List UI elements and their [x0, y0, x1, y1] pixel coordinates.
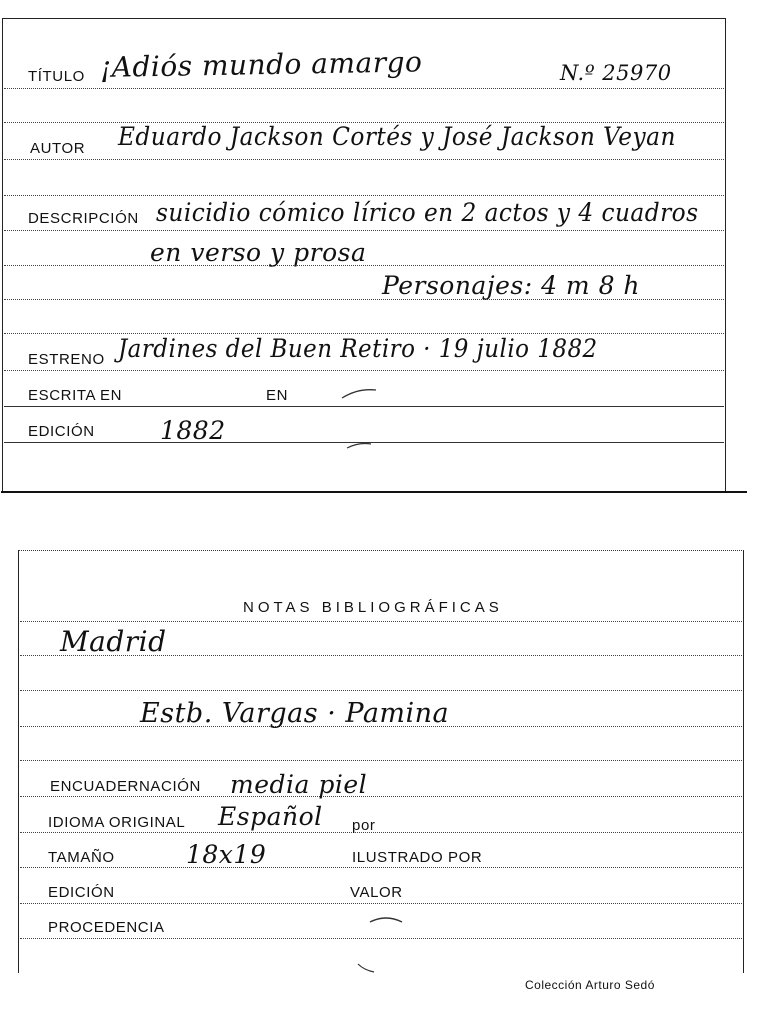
estreno-value: Jardines del Buen Retiro · 19 julio 1882: [118, 334, 598, 363]
estreno-label: ESTRENO: [28, 351, 105, 368]
rule-line: [20, 690, 742, 691]
titulo-label: TÍTULO: [28, 68, 85, 85]
rule-line: [4, 370, 724, 371]
idioma-original-value: Español: [218, 802, 323, 831]
note-line1: Madrid: [60, 625, 167, 658]
en-label: EN: [266, 387, 289, 404]
descripcion-value-line1: suicidio cómico lírico en 2 actos y 4 cuadros: [156, 198, 699, 227]
descripcion-value-line2: en verso y prosa: [150, 238, 367, 267]
descripcion-label: DESCRIPCIÓN: [28, 210, 139, 227]
valor-label: VALOR: [350, 884, 403, 901]
rule-line: [4, 88, 724, 89]
autor-label: AUTOR: [30, 140, 86, 157]
rule-line: [20, 621, 742, 622]
edicion-label: EDICIÓN: [28, 423, 95, 440]
edicion-label-2: EDICIÓN: [48, 884, 115, 901]
autor-value: Eduardo Jackson Cortés y José Jackson Veyan: [118, 122, 676, 151]
notas-heading: NOTAS BIBLIOGRÁFICAS: [243, 599, 503, 616]
rule-line: [4, 159, 724, 160]
rule-line: [4, 230, 724, 231]
titulo-value: ¡Adiós mundo amargo: [99, 45, 423, 84]
edicion-value: 1882: [160, 416, 226, 445]
tamano-value: 18x19: [186, 840, 267, 869]
tamano-label: TAMAÑO: [48, 849, 115, 866]
encuadernacion-label: ENCUADERNACIÓN: [50, 778, 201, 795]
note-line2: Estb. Vargas · Pamina: [140, 698, 450, 729]
escrita-en-label: ESCRITA EN: [28, 387, 123, 404]
rule-line: [20, 832, 742, 833]
rule-line: [4, 195, 724, 196]
rule-line: [4, 406, 724, 407]
pencil-mark: [356, 912, 408, 974]
pencil-mark: [345, 438, 375, 454]
rule-line: [20, 760, 742, 761]
catalog-number: N.º 25970: [560, 61, 672, 85]
ilustrado-por-label: ILUSTRADO POR: [352, 849, 483, 866]
card-bottom-edge: [1, 491, 747, 493]
rule-line: [20, 796, 742, 797]
encuadernacion-value: media piel: [230, 770, 368, 799]
idioma-original-label: IDIOMA ORIGINAL: [48, 814, 186, 831]
collection-footer: Colección Arturo Sedó: [525, 978, 655, 992]
rule-line: [20, 903, 742, 904]
por-label: por: [352, 817, 376, 834]
procedencia-label: PROCEDENCIA: [48, 919, 165, 936]
personajes-value: Personajes: 4 m 8 h: [382, 271, 641, 300]
rule-line: [20, 867, 742, 868]
pencil-mark: [340, 384, 380, 404]
